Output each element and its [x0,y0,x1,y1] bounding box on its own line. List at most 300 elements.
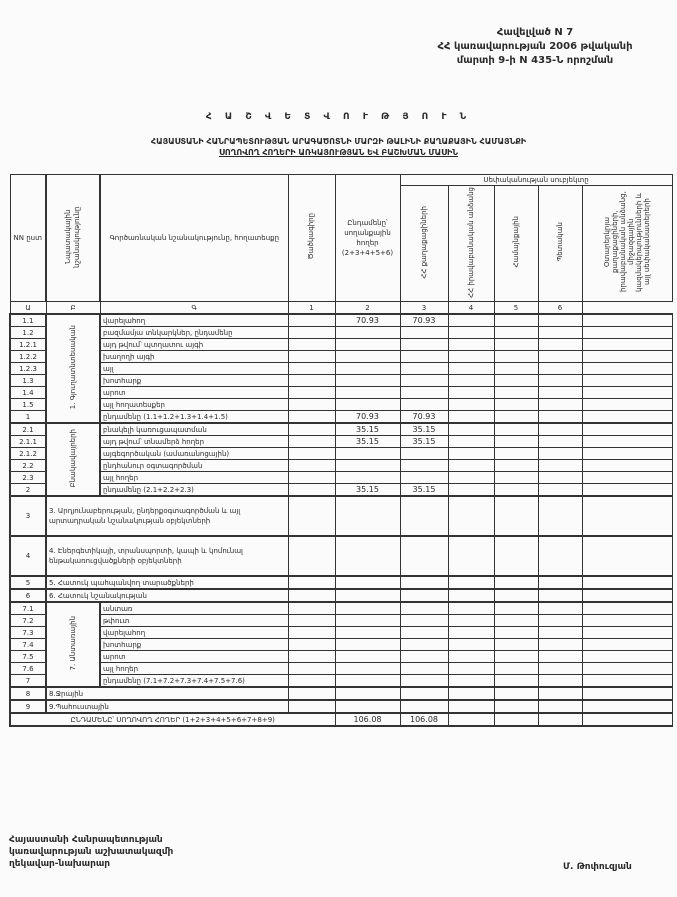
value-cell [582,651,672,663]
value-cell [400,687,448,700]
row-name: 3. Արդյունաբերության, ընդերքօգտագործման և այլ արտադրական նշանակության օբյեկտների [46,496,288,536]
total-cell [335,472,400,484]
citizens-cell [400,460,448,472]
value-cell [582,351,672,363]
code-cell [288,363,335,375]
code-cell [288,399,335,411]
value-cell [448,576,494,589]
value-cell [448,411,494,424]
code-cell [288,436,335,448]
row-number: 9 [10,700,46,713]
value-cell [538,602,582,615]
row-number: 1.2.1 [10,339,46,351]
value-cell [494,351,538,363]
value-cell [288,496,335,536]
row-name: խաղողի այգի [100,351,288,363]
code-cell [288,675,335,688]
code-cell [288,460,335,472]
total-cell [335,363,400,375]
value-cell [538,675,582,688]
row-number: 8 [10,687,46,700]
value-cell [538,399,582,411]
code-cell [288,314,335,327]
value-cell [582,387,672,399]
citizens-cell [400,351,448,363]
value-cell [400,536,448,576]
code-cell [288,639,335,651]
position-line: Հայաստանի Հանրապետության [9,835,163,845]
value-cell [335,602,400,615]
value-cell [582,448,672,460]
group-label: Բնակավայրերի [46,423,100,496]
value-cell [494,663,538,675]
value-cell [448,423,494,436]
value-cell [538,423,582,436]
row-name: այդ թվում՝ պտղատու այգի [100,339,288,351]
table-row [10,651,672,663]
code-cell [288,423,335,436]
value-cell [335,675,400,688]
value-cell [335,651,400,663]
table-row [10,423,672,436]
value-cell [538,460,582,472]
table-row [10,327,672,339]
value-cell [288,687,335,700]
total-cell [335,460,400,472]
table-row [10,687,672,700]
value-cell [448,472,494,484]
value-cell [582,663,672,675]
citizens-cell [400,472,448,484]
citizens-cell [400,327,448,339]
total-cell: 70.93 [335,411,400,424]
citizens-cell [400,375,448,387]
citizens-cell [400,387,448,399]
row-name: 9.Պահուստային [46,700,288,713]
row-name: ընդամենը (2.1+2.2+2.3) [100,484,288,497]
value-cell [335,589,400,602]
value-cell [582,484,672,497]
group-label: 1. Գյուղատնտեսական [46,314,100,423]
value-cell [582,375,672,387]
value-cell [494,411,538,424]
row-name: վարելահող [100,314,288,327]
value-cell [494,700,538,713]
table-row [10,460,672,472]
table-row [10,639,672,651]
table-row [10,436,672,448]
row-number: 2.2 [10,460,46,472]
row-number: 1.3 [10,375,46,387]
code-cell [288,351,335,363]
grand-total-row [10,713,672,726]
total-cell: 35.15 [335,436,400,448]
row-number: 1.2.3 [10,363,46,375]
value-cell [538,363,582,375]
value-cell [538,536,582,576]
code-cell [288,387,335,399]
document-title: Հ Ա Շ Վ Ե Տ Վ Ո Ւ Թ Յ Ո Ւ Ն [205,112,472,122]
row-name: արոտ [100,651,288,663]
value-cell [448,460,494,472]
code-cell [288,484,335,497]
header-col6: Օտարերկրյա քաղաքացիների, իրավաբանական անձանց, միջազգային կազմակերպությունների և այլ սեփականատերերի [582,186,672,302]
value-cell [582,589,672,602]
row-name: 6. Հատուկ նշանակության [46,589,288,602]
value-cell [582,687,672,700]
value-cell [582,339,672,351]
row-name: այլ [100,363,288,375]
value-cell [494,314,538,327]
value-cell [400,496,448,536]
header-nn: NN ըստ [10,175,46,302]
total-cell: 70.93 [335,314,400,327]
table-row [10,363,672,375]
index-cell: 5 [494,302,538,315]
value-cell [538,576,582,589]
row-number: 4 [10,536,46,576]
value-cell [288,700,335,713]
value-cell [582,627,672,639]
index-row [10,302,672,315]
value-cell [494,436,538,448]
value-cell [582,363,672,375]
value-cell [448,363,494,375]
value-cell [448,651,494,663]
value-cell [538,411,582,424]
value-cell [582,675,672,688]
index-cell: Բ [46,302,100,315]
header-col3: ՀՀ իրավաբանական անձանց [448,186,494,302]
value-cell [582,399,672,411]
grand-total-label: ԸՆԴԱՄԵՆԸ՝ ՍՈՂՈՎՈՂ ՀՈՂԵՐ (1+2+3+4+5+6+7+8+9) [10,713,335,726]
annex-header [415,26,655,68]
value-cell [448,627,494,639]
index-cell: 3 [400,302,448,315]
table-row [10,387,672,399]
table-row [10,627,672,639]
table-row [10,339,672,351]
header-category: Նպատակային նշանակությունը [46,175,100,302]
value-cell [494,375,538,387]
value-cell [538,387,582,399]
row-name: ընդհանուր օգտագործման [100,460,288,472]
row-name: 8.Ջրային [46,687,288,700]
value-cell [538,687,582,700]
value-cell [494,713,538,726]
value-cell [448,314,494,327]
row-number: 7 [10,675,46,688]
value-cell [582,460,672,472]
value-cell [582,615,672,627]
citizens-cell [400,363,448,375]
value-cell [538,496,582,536]
grand-total-citizens: 106.08 [400,713,448,726]
subtitle-line: ՍՈՂՈՎՈՂ ՀՈՂԵՐԻ ԱՌԿԱՅՈՒԹՅԱՆ ԵՎ ԲԱՇԽՄԱՆ ՄԱՍԻՆ [219,148,458,157]
value-cell [582,576,672,589]
value-cell [400,589,448,602]
value-cell [400,627,448,639]
value-cell [538,639,582,651]
header-row [10,175,672,186]
row-number: 7.4 [10,639,46,651]
value-cell [335,496,400,536]
value-cell [582,423,672,436]
value-cell [494,484,538,497]
row-number: 2.1.1 [10,436,46,448]
row-name: թփուտ [100,615,288,627]
value-cell [494,423,538,436]
row-name: ընդամենը (7.1+7.2+7.3+7.4+7.5+7.6) [100,675,288,688]
index-cell: 6 [538,302,582,315]
value-cell [494,327,538,339]
table-row [10,411,672,424]
row-name: բնակելի կառուցապատման [100,423,288,436]
value-cell [400,651,448,663]
table-row [10,663,672,675]
table-row [10,675,672,688]
table-row [10,589,672,602]
value-cell [538,700,582,713]
value-cell [335,536,400,576]
table-row [10,399,672,411]
row-name: խոտհարք [100,375,288,387]
value-cell [448,536,494,576]
value-cell [538,589,582,602]
code-cell [288,472,335,484]
value-cell [448,448,494,460]
index-cell: Գ [100,302,288,315]
total-cell [335,339,400,351]
code-cell [288,627,335,639]
value-cell [400,675,448,688]
table-row [10,700,672,713]
value-cell [400,576,448,589]
value-cell [400,639,448,651]
value-cell [494,496,538,536]
value-cell [494,339,538,351]
code-cell [288,602,335,615]
citizens-cell: 70.93 [400,314,448,327]
row-number: 1.2.2 [10,351,46,363]
value-cell [448,436,494,448]
table-row [10,375,672,387]
value-cell [538,713,582,726]
row-number: 7.3 [10,627,46,639]
table-row [10,448,672,460]
table-row [10,351,672,363]
total-cell: 35.15 [335,484,400,497]
value-cell [448,496,494,536]
value-cell [335,576,400,589]
citizens-cell [400,448,448,460]
citizens-cell: 35.15 [400,484,448,497]
row-name: այլ հողատեսքեր [100,399,288,411]
value-cell [448,663,494,675]
row-name: ընդամենը (1.1+1.2+1.3+1.4+1.5) [100,411,288,424]
row-number: 1.2 [10,327,46,339]
value-cell [335,627,400,639]
row-name: վարելահող [100,627,288,639]
document-subtitle [20,136,657,158]
value-cell [335,700,400,713]
row-name: խոտհարք [100,639,288,651]
index-cell: 2 [335,302,400,315]
row-number: 7.2 [10,615,46,627]
annex-line: ՀՀ կառավարության 2006 թվականի [437,41,633,52]
grand-total-value: 106.08 [335,713,400,726]
code-cell [288,663,335,675]
row-number: 7.5 [10,651,46,663]
annex-line: Հավելված N 7 [496,27,574,38]
value-cell [400,615,448,627]
header-name: Գործառնական նշանակությունը, հողատեսքը [100,175,288,302]
code-cell [288,448,335,460]
value-cell [538,651,582,663]
value-cell [494,363,538,375]
report-table [9,174,673,727]
header-code: Ծածկագիրը [288,175,335,302]
header-total: Ընդամենը՝ սողանքային հողեր (2+3+4+5+6) [335,175,400,302]
value-cell [494,460,538,472]
value-cell [538,327,582,339]
code-cell [288,615,335,627]
row-number: 5 [10,576,46,589]
value-cell [538,448,582,460]
row-name: բազմամյա տնկարկներ, ընդամենը [100,327,288,339]
group-label: 7. Անտառային [46,602,100,687]
table-row [10,314,672,327]
table-row [10,484,672,497]
table-row [10,602,672,615]
value-cell [448,615,494,627]
code-cell [288,411,335,424]
value-cell [448,339,494,351]
value-cell [582,713,672,726]
value-cell [582,639,672,651]
table-row [10,576,672,589]
value-cell [448,602,494,615]
value-cell [494,536,538,576]
row-name: 5. Հատուկ պահպանվող տարածքների [46,576,288,589]
row-number: 3 [10,496,46,536]
value-cell [582,327,672,339]
value-cell [335,663,400,675]
value-cell [448,675,494,688]
value-cell [494,651,538,663]
index-cell: 4 [448,302,494,315]
total-cell [335,351,400,363]
row-name: այլ հողեր [100,472,288,484]
code-cell [288,651,335,663]
value-cell [582,436,672,448]
row-number: 2.1.2 [10,448,46,460]
value-cell [494,399,538,411]
row-number: 1.1 [10,314,46,327]
value-cell [538,339,582,351]
citizens-cell: 35.15 [400,436,448,448]
code-cell [288,339,335,351]
code-cell [288,375,335,387]
value-cell [582,411,672,424]
header-col2: ՀՀ քաղաքացիների [400,186,448,302]
value-cell [448,484,494,497]
value-cell [448,700,494,713]
value-cell [582,536,672,576]
row-number: 2.1 [10,423,46,436]
value-cell [288,576,335,589]
total-cell: 35.15 [335,423,400,436]
row-name: 4. Էներգետիկայի, տրանսպորտի, կապի և կոմունալ ենթակառուցվածքների օբյեկտների [46,536,288,576]
value-cell [538,436,582,448]
value-cell [494,615,538,627]
value-cell [400,700,448,713]
value-cell [494,448,538,460]
position-line: ղեկավար-նախարար [9,859,111,869]
row-name: այլ հողեր [100,663,288,675]
total-cell [335,375,400,387]
citizens-cell: 70.93 [400,411,448,424]
value-cell [448,687,494,700]
citizens-cell: 35.15 [400,423,448,436]
value-cell [335,615,400,627]
value-cell [582,472,672,484]
subtitle-line: ՀԱՅԱՍՏԱՆԻ ՀԱՆՐԱՊԵՏՈՒԹՅԱՆ ԱՐԱԳԱԾՈՏՆԻ ՄԱՐԶԻ ԹԱԼԻՆԻ ՔԱՂԱՔԱՅԻՆ ՀԱՄԱՅՆՔԻ [150,137,527,146]
value-cell [335,687,400,700]
value-cell [582,314,672,327]
signatory-name: Մ. Թոփուզյան [563,862,632,872]
index-cell: Ա [10,302,46,315]
value-cell [494,576,538,589]
header-col5: Պետական [538,186,582,302]
row-number: 6 [10,589,46,602]
value-cell [288,589,335,602]
value-cell [582,700,672,713]
value-cell [448,387,494,399]
row-number: 1.5 [10,399,46,411]
signatory-position [9,834,173,870]
row-name: այդ թվում՝ տնամերձ հողեր [100,436,288,448]
citizens-cell [400,339,448,351]
value-cell [448,589,494,602]
value-cell [494,472,538,484]
value-cell [494,387,538,399]
row-number: 2 [10,484,46,497]
value-cell [538,375,582,387]
row-number: 1.4 [10,387,46,399]
value-cell [494,627,538,639]
value-cell [494,675,538,688]
value-cell [494,687,538,700]
value-cell [538,484,582,497]
value-cell [538,351,582,363]
value-cell [494,589,538,602]
value-cell [288,536,335,576]
row-number: 2.3 [10,472,46,484]
value-cell [448,639,494,651]
row-number: 7.1 [10,602,46,615]
value-cell [494,639,538,651]
value-cell [538,472,582,484]
value-cell [538,663,582,675]
row-name: այգեգործական (ամառանոցային) [100,448,288,460]
total-cell [335,387,400,399]
value-cell [494,602,538,615]
value-cell [448,399,494,411]
code-cell [288,327,335,339]
total-cell [335,448,400,460]
value-cell [400,602,448,615]
